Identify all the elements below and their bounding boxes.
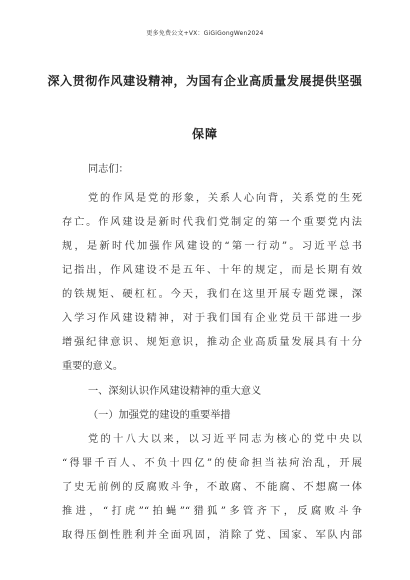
paragraph-line: 党的作风是党的形象，关系人心向背，关系党的生死: [88, 193, 362, 204]
salutation: 同志们：: [88, 164, 129, 175]
section-heading-1: 一、深刻认识作风建设精神的重大意义: [88, 386, 262, 397]
paragraph-line: 党的十八大以来，以习近平同志为核心的党中央以: [88, 434, 362, 445]
document-title-line-1: 深入贯彻作风建设精神，为国有企业高质量发展提供坚强: [47, 74, 363, 88]
paragraph-line: “得罪千百人、不负十四亿”的使命担当祛疴治乱，开展: [62, 458, 362, 469]
paragraph-line: 存亡。作风建设是新时代我们党制定的第一个重要党内法: [62, 217, 362, 228]
paragraph-line: 重要的意义。: [62, 361, 124, 372]
paragraph-line: 增强纪律意识、规矩意识，推动企业高质量发展具有十分: [62, 337, 362, 348]
paragraph-line: 推进，“打虎”“拍蝇”“猎狐”多管齐下，反腐败斗争: [62, 506, 362, 517]
document-title-line-2: 保障: [191, 127, 218, 141]
subsection-heading-1: （一）加强党的建设的重要举措: [88, 410, 231, 421]
paragraph-line: 记指出，作风建设不是五年、十年的规定，而是长期有效: [62, 265, 362, 276]
paragraph-line: 了史无前例的反腐败斗争，不敢腐、不能腐、不想腐一体: [62, 482, 362, 493]
paragraph-line: 规，是新时代加强作风建设的“第一行动”。习近平总书: [62, 241, 362, 252]
paragraph-line: 的铁规矩、硬杠杠。今天，我们在这里开展专题党课，深: [62, 289, 362, 300]
header-note: 更多免费公文+VX：GiGiGongWen2024: [146, 30, 264, 37]
paragraph-line: 入学习作风建设精神，对于我们国有企业党员干部进一步: [62, 313, 362, 324]
paragraph-line: 取得压倒性胜利并全面巩固，消除了党、国家、军队内部: [62, 530, 362, 541]
